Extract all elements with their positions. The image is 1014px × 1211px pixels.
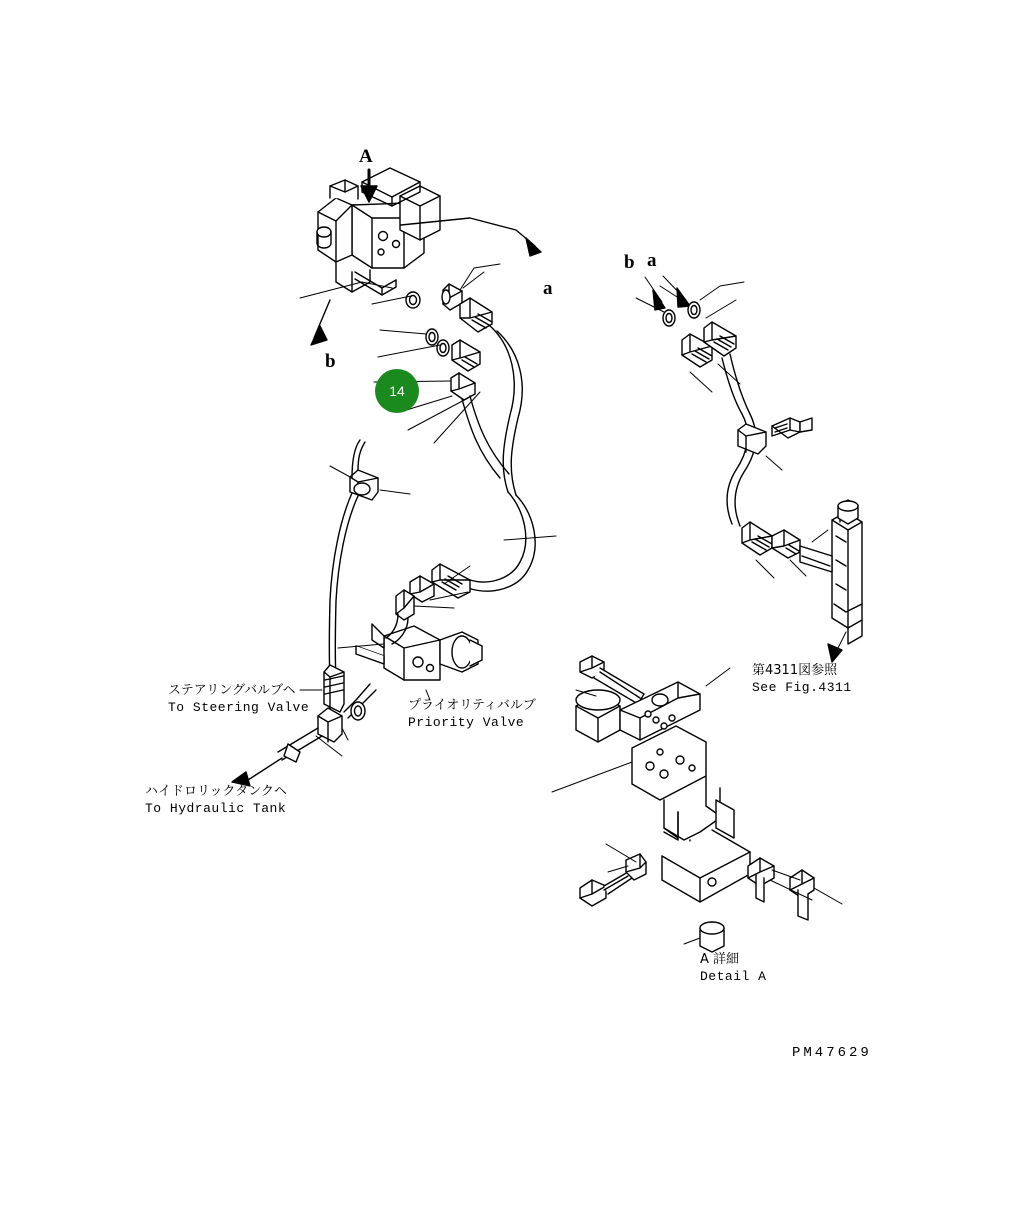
annotation-to-hydraulic-tank: [145, 784, 287, 818]
annotation-to-steering-valve-jp: ステアリングバルブヘ: [168, 683, 296, 698]
left-tube-run: [232, 440, 410, 786]
callout-letter-b-right: b: [624, 252, 635, 273]
annotation-detail-a-jp: A 詳細: [700, 952, 740, 967]
annotation-priority-valve-jp: プライオリティバルブ: [408, 698, 536, 713]
annotation-priority-valve-en: Priority Valve: [408, 714, 525, 730]
callout-letter-b-left: b: [325, 351, 336, 372]
part-number-14[interactable]: 14: [375, 369, 419, 413]
callout-letter-A: A: [359, 146, 373, 167]
annotation-detail-a-en: Detail A: [700, 968, 767, 984]
annotation-to-steering-valve-en: To Steering Valve: [168, 699, 310, 715]
center-elbow-assembly: [386, 492, 556, 644]
callout-letter-a-right: a: [647, 250, 657, 271]
annotation-to-hydraulic-tank-en: To Hydraulic Tank: [145, 800, 287, 816]
drawing-code: PM47629: [792, 1045, 872, 1061]
detail-a-assembly: [552, 656, 842, 952]
callout-letter-a-left: a: [543, 278, 553, 299]
upper-valve-assembly: [317, 168, 440, 295]
annotation-see-fig-4311-en: See Fig.4311: [752, 679, 852, 695]
annotation-to-hydraulic-tank-jp: ハイドロリックタンクヘ: [145, 784, 287, 799]
pipe-run-right: [636, 276, 862, 662]
annotation-priority-valve: [408, 698, 536, 732]
annotation-see-fig-4311-jp: 第4311図参照: [752, 663, 838, 678]
annotation-to-steering-valve: [168, 683, 309, 717]
annotation-detail-a: [700, 952, 766, 986]
annotation-see-fig-4311: [752, 663, 852, 697]
